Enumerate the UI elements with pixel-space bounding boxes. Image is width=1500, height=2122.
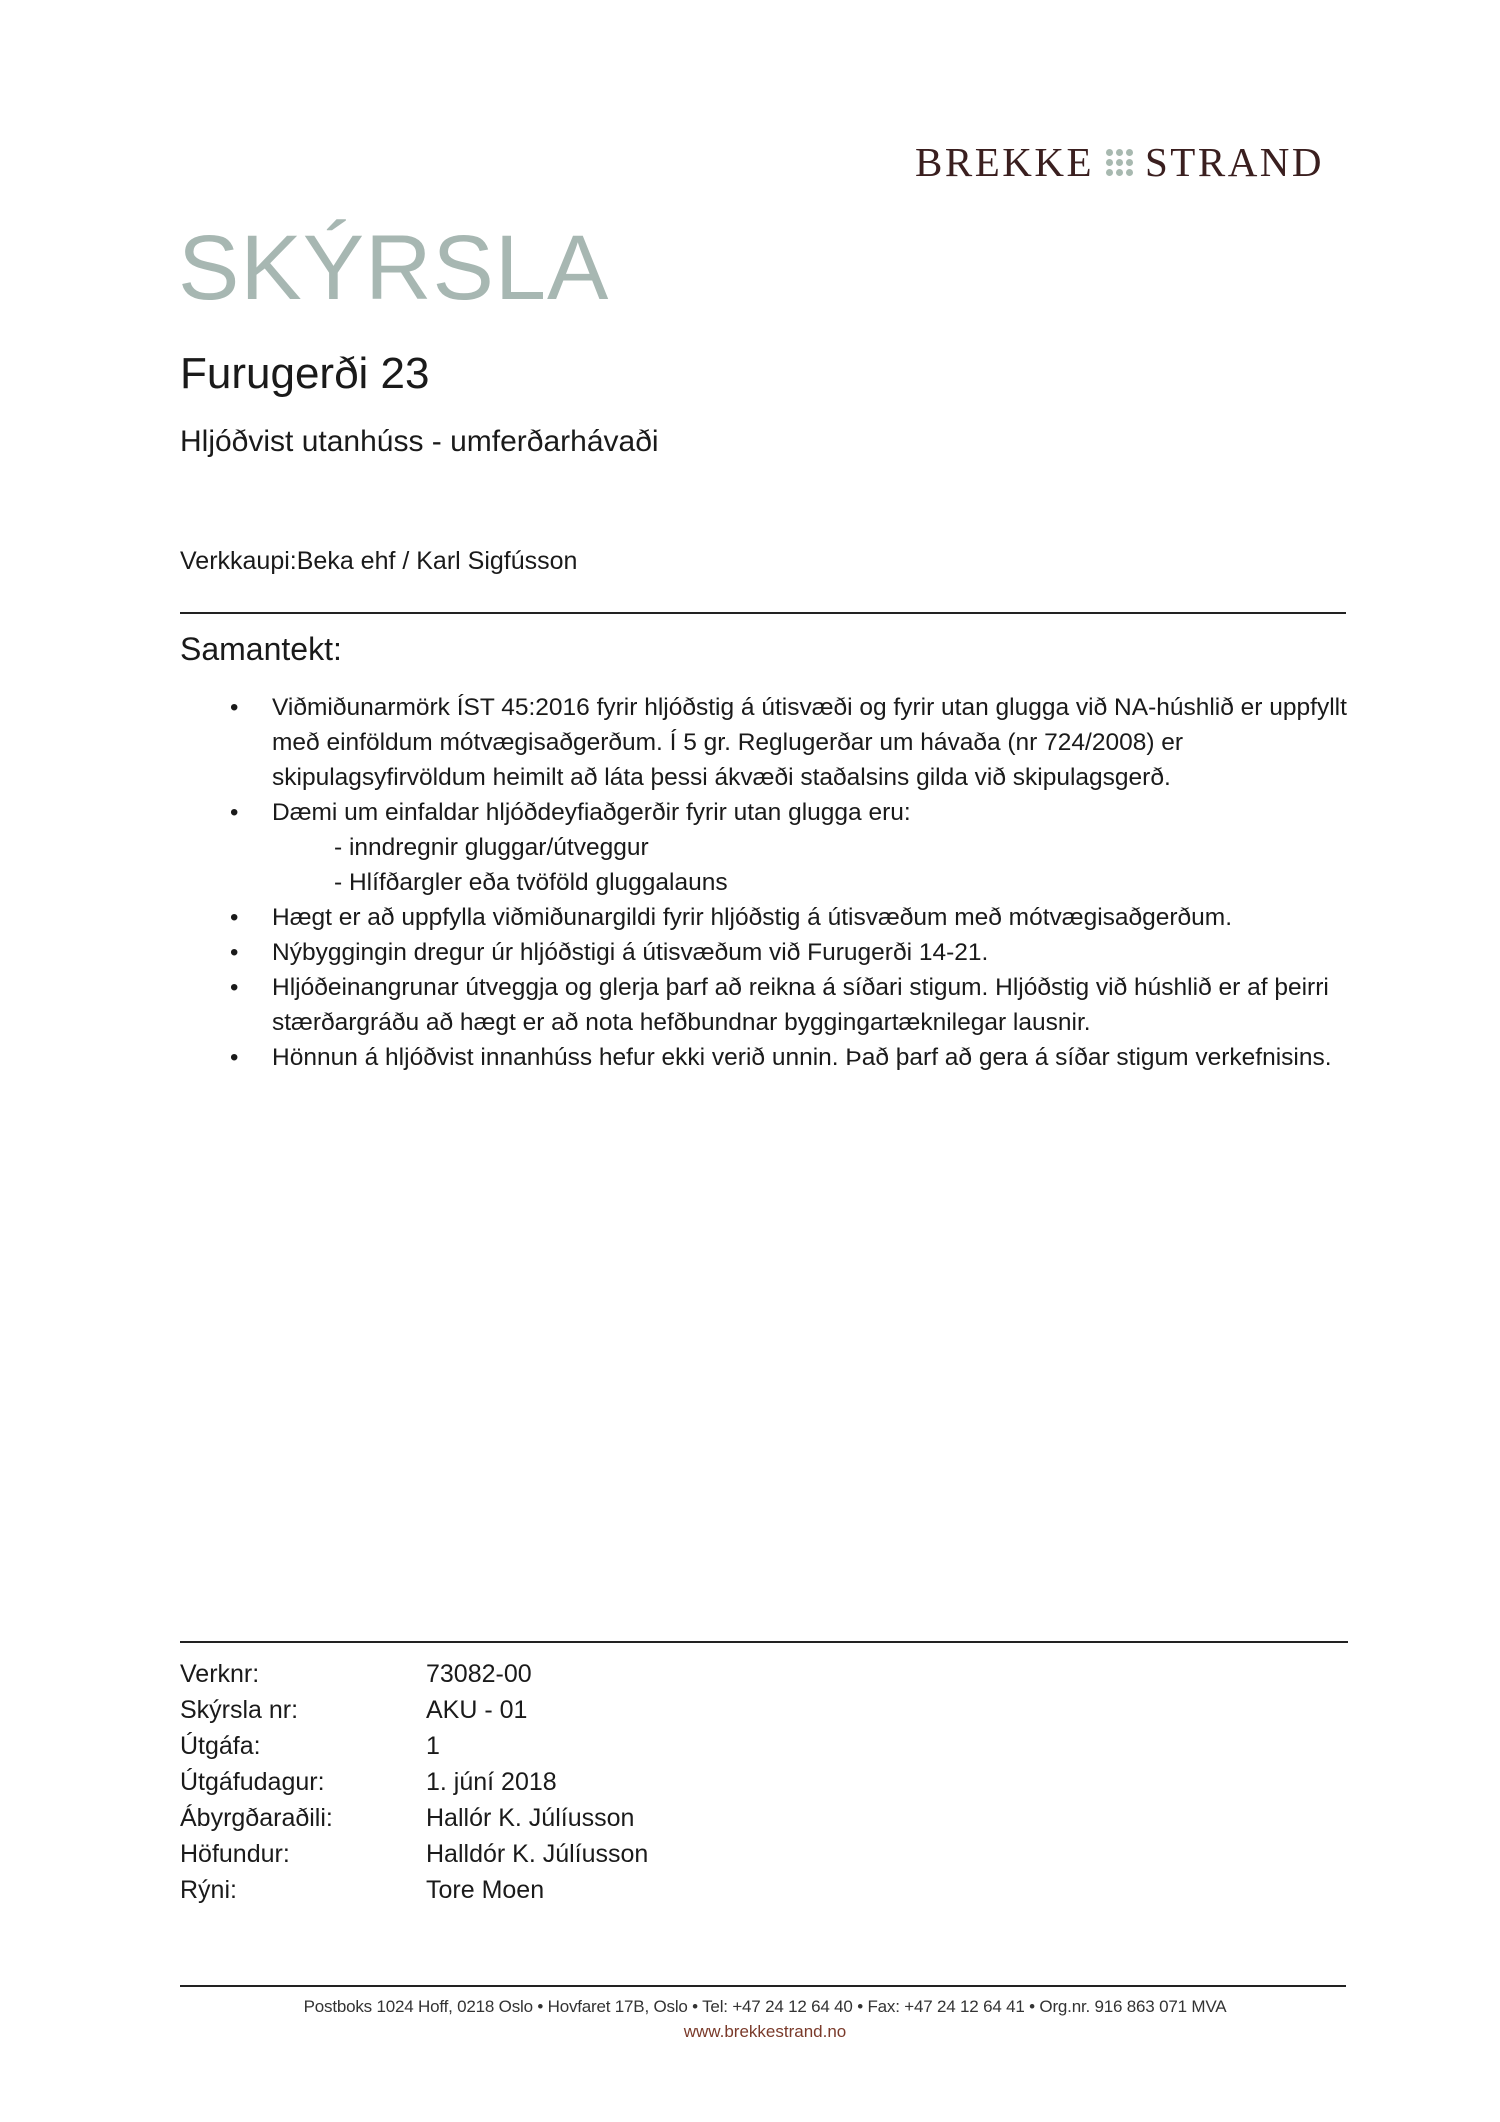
summary-list [230,690,1350,1075]
logo-dots-icon [1106,149,1133,176]
meta-value: Hallór K. Júlíusson [426,1804,635,1832]
divider-footer [180,1985,1346,1987]
meta-value: 73082-00 [426,1660,532,1688]
meta-label: Útgáfudagur: [180,1768,325,1796]
meta-value: Tore Moen [426,1876,545,1904]
meta-row [180,1660,780,1696]
summary-subitem: - inndregnir gluggar/útveggur [334,834,649,861]
summary-item: • Hægt er að uppfylla viðmiðunargildi fyrir hljóðstig á útisvæðum með mótvægisaðgerðum. [230,900,1350,935]
meta-value: AKU - 01 [426,1696,528,1724]
meta-value: 1. júní 2018 [426,1768,557,1796]
meta-value: Halldór K. Júlíusson [426,1840,649,1868]
meta-value: 1 [426,1732,440,1760]
document-title: Furugerði 23 [180,349,430,398]
summary-heading: Samantekt: [180,631,342,667]
footer-website-link[interactable]: www.brekkestrand.no [683,2022,847,2041]
divider-top [180,612,1346,614]
company-logo [915,138,1347,186]
summary-item: • Hljóðeinangrunar útveggja og glerja þarf að reikna á síðari stigum. Hljóðstig við húshlið er af þeirri stærðargráðu að hægt er að nota hefðbundnar byggingartæknilegar lausnir. [230,970,1350,1040]
meta-label: Skýrsla nr: [180,1696,299,1724]
meta-row [180,1732,780,1768]
document-subtitle: Hljóðvist utanhúss - umferðarhávaði [180,425,659,458]
summary-item: • Viðmiðunarmörk ÍST 45:2016 fyrir hljóðstig á útisvæði og fyrir utan glugga við NA-húshlið er uppfyllt með einföldum mótvægisaðgerðum. Í 5 gr. Reglugerðar um hávaða (nr 724/2008) er skipulagsyfirvöldum heimilt að láta þessi ákvæði staðalsins gilda við skipulagsgerð. [230,690,1350,795]
logo-word-left: BREKKE [915,139,1094,185]
client-line: Verkkaupi:Beka ehf / Karl Sigfússon [180,547,578,575]
footer-address: Postboks 1024 Hoff, 0218 Oslo • Hovfaret 17B, Oslo • Tel: +47 24 12 64 40 • Fax: +47 24 12 64 41 • Org.nr. 916 863 071 MVA [303,1997,1227,2016]
summary-item: • Dæmi um einfaldar hljóðdeyfiaðgerðir fyrir utan glugga eru: - inndregnir gluggar/útveggur - Hlífðargler eða tvöföld gluggalauns [230,795,1350,900]
divider-meta [180,1641,1348,1643]
summary-item: • Hönnun á hljóðvist innanhúss hefur ekki verið unnin. Það þarf að gera á síðar stigum verkefnisins. [230,1040,1350,1075]
meta-label: Ábyrgðaraðili: [180,1804,333,1832]
summary-subitem: - Hlífðargler eða tvöföld gluggalauns [334,869,728,896]
meta-row [180,1804,780,1840]
meta-label: Verknr: [180,1660,260,1688]
report-meta-table [180,1660,780,1912]
meta-label: Höfundur: [180,1840,290,1868]
meta-row [180,1696,780,1732]
meta-row [180,1840,780,1876]
meta-row [180,1768,780,1804]
meta-label: Rýni: [180,1876,237,1904]
document-type: SKÝRSLA [178,217,610,319]
meta-row [180,1876,780,1912]
meta-label: Útgáfa: [180,1732,261,1760]
summary-item: • Nýbyggingin dregur úr hljóðstigi á útisvæðum við Furugerði 14-21. [230,935,1350,970]
logo-word-right: STRAND [1145,139,1325,185]
